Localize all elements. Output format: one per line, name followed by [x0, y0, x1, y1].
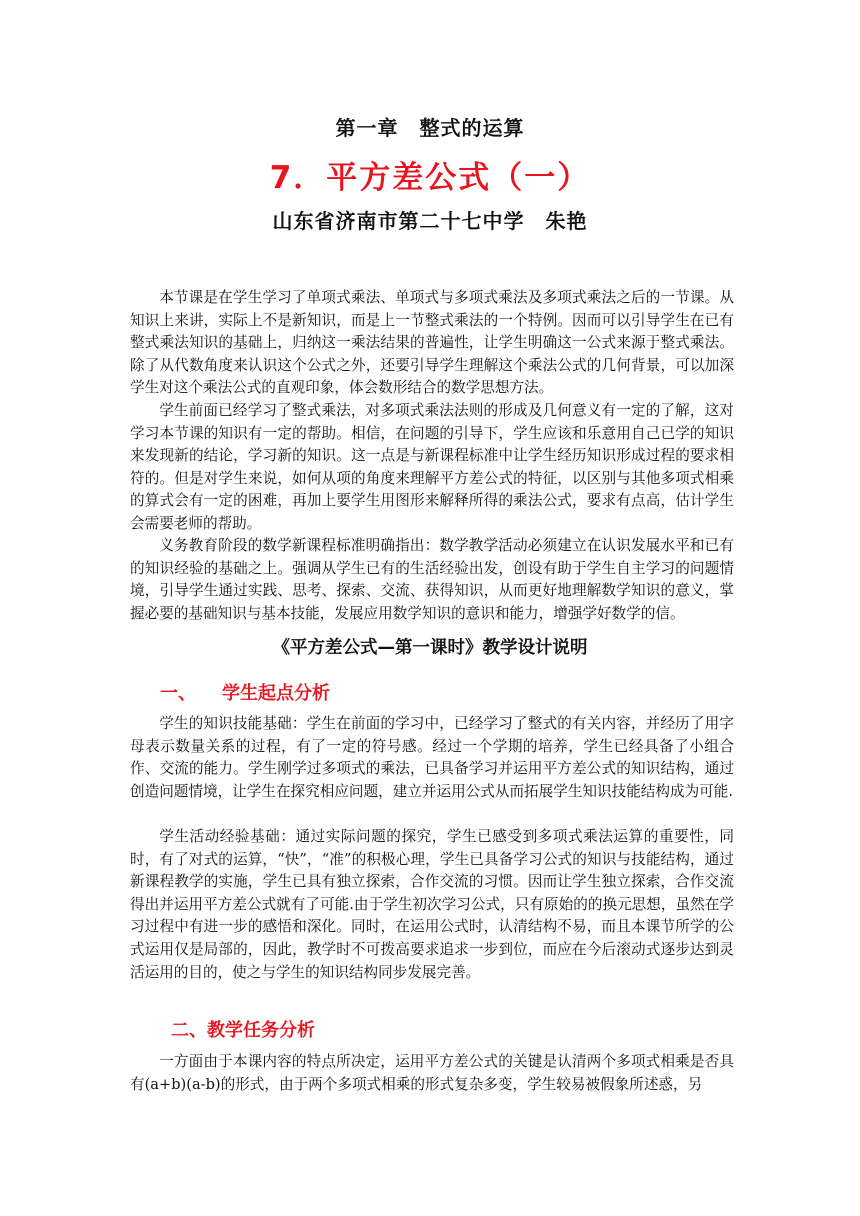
section-1-paragraph-1: 学生的知识技能基础：学生在前面的学习中，已经学习了整式的有关内容，并经历了用字母表示数量关系的过程，有了一定的符号感。经过一个学期的培养，学生已经具备了小组合作、交流的能力。学生刚学过多项式的乘法，已具备学习并运用平方差公式的知识结构，通过创造问题情境，让学生在探究相应问题，建立并运用公式从而拓展学生知识技能结构成为可能.	[130, 715, 734, 800]
author-line: 山东省济南市第二十七中学 朱艳	[272, 209, 588, 233]
design-title: 《平方差公式—第一课时》教学设计说明	[272, 638, 588, 658]
lesson-title: 7．平方差公式（一）	[269, 160, 591, 196]
intro-paragraph-2: 学生前面已经学习了整式乘法，对多项式乘法法则的形成及几何意义有一定的了解，这对学习本节课的知识有一定的帮助。相信，在问题的引导下，学生应该和乐意用自己已学的知识来发现新的结论，学习新的知识。这一点是与新课程标准中让学生经历知识形成过程的要求相符的。但是对学生来说，如何从项的角度来理解平方差公式的特征，以区别与其他多项式相乘的算式会有一定的困难，再加上要学生用图形来解释所得的乘法公式，要求有点高，估计学生会需要老师的帮助。	[130, 402, 734, 532]
intro-paragraph-1: 本节课是在学生学习了单项式乘法、单项式与多项式乘法及多项式乘法之后的一节课。从知识上来讲，实际上不是新知识，而是上一节整式乘法的一个特例。因而可以引导学生在已有整式乘法知识的基础上，归纳这一乘法结果的普遍性，让学生明确这一公式来源于整式乘法。除了从代数角度来认识这个公式之外，还要引导学生理解这个乘法公式的几何背景，可以加深学生对这个乘法公式的直观印象，体会数形结合的数学思想方法。	[130, 289, 734, 397]
section-1-heading	[160, 679, 330, 705]
intro-paragraph-3: 义务教育阶段的数学新课程标准明确指出：数学教学活动必须建立在认识发展水平和已有的知识经验的基础之上。强调从学生已有的生活经验出发，创设有助于学生自主学习的问题情境，引导学生通过实践、思考、探索、交流、获得知识，从而更好地理解数学知识的意义，掌握必要的基础知识与基本技能，发展应用数学知识的意识和能力，增强学好数学的信。	[130, 537, 734, 622]
chapter-heading: 第一章 整式的运算	[335, 116, 525, 140]
section-1-paragraph-2: 学生活动经验基础：通过实际问题的探究，学生已感受到多项式乘法运算的重要性，同时，有了对式的运算，“快”，“准”的积极心理，学生已具备学习公式的知识与技能结构，通过新课程教学的实施，学生已具有独立探索，合作交流的习惯。因而让学生独立探索，合作交流得出并运用平方差公式就有了可能.由于学生初次学习公式，只有原始的的换元思想，虽然在学习过程中有进一步的感悟和深化。同时，在运用公式时，认清结构不易，而且本课节所学的公式运用仅是局部的，因此，教学时不可拨高要求追求一步到位，而应在今后滚动式逐步达到灵活运用的目的，使之与学生的知识结构同步发展完善。	[130, 828, 734, 981]
section-1-title: 学生起点分析	[222, 683, 330, 704]
section-1-number: 一、	[160, 683, 196, 704]
section-2-heading: 二、教学任务分析	[171, 1020, 315, 1041]
section-2-paragraph-1: 一方面由于本课内容的特点所决定，运用平方差公式的关键是认清两个多项式相乘是否具有(a+b)(a-b)的形式，由于两个多项式相乘的形式复杂多变，学生较易被假象所述惑，另	[130, 1053, 734, 1093]
